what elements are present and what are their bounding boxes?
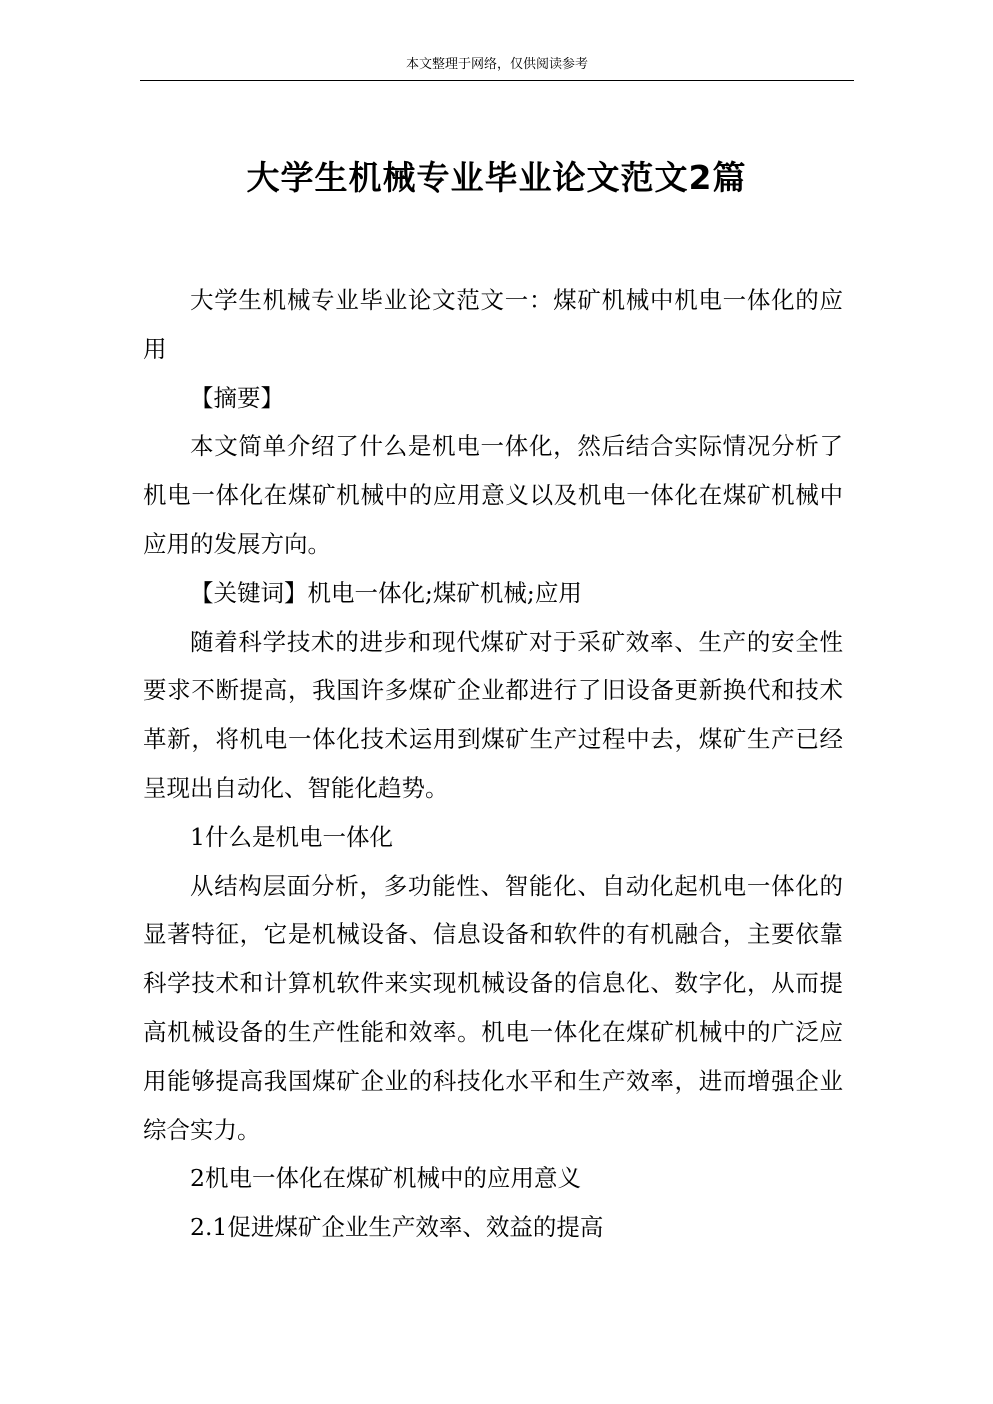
- paragraph-section-1: 从结构层面分析，多功能性、智能化、自动化起机电一体化的显著特征，它是机械设备、信息设备和软件的有机融合，主要依靠科学技术和计算机软件来实现机械设备的信息化、数字化，从而提高机械设备的生产性能和效率。机电一体化在煤矿机械中的广泛应用能够提高我国煤矿企业的科技化水平和生产效率，进而增强企业综合实力。: [143, 871, 843, 1144]
- header-note: 本文整理于网络，仅供阅读参考: [405, 57, 588, 72]
- header-divider: [140, 80, 854, 81]
- subsection-heading-2-1: 2.1促进煤矿企业生产效率、效益的提高: [190, 1213, 604, 1242]
- document-body: [143, 276, 843, 1252]
- section-heading-1: 1什么是机电一体化: [190, 822, 393, 851]
- paragraph-abstract: 本文简单介绍了什么是机电一体化，然后结合实际情况分析了机电一体化在煤矿机械中的应用意义以及机电一体化在煤矿机械中应用的发展方向。: [143, 432, 843, 558]
- paragraph-intro: 随着科学技术的进步和现代煤矿对于采矿效率、生产的安全性要求不断提高，我国许多煤矿企业都进行了旧设备更新换代和技术革新，将机电一体化技术运用到煤矿生产过程中去，煤矿生产已经呈现出自动化、智能化趋势。: [143, 627, 843, 802]
- document-title: 大学生机械专业毕业论文范文2篇: [246, 158, 747, 197]
- paragraph-article-heading: 大学生机械专业毕业论文范文一：煤矿机械中机电一体化的应用: [143, 286, 843, 363]
- paragraph-abstract-label: 【摘要】: [190, 383, 284, 412]
- section-heading-2: 2机电一体化在煤矿机械中的应用意义: [190, 1164, 581, 1193]
- paragraph-keywords: 【关键词】机电一体化;煤矿机械;应用: [190, 578, 582, 607]
